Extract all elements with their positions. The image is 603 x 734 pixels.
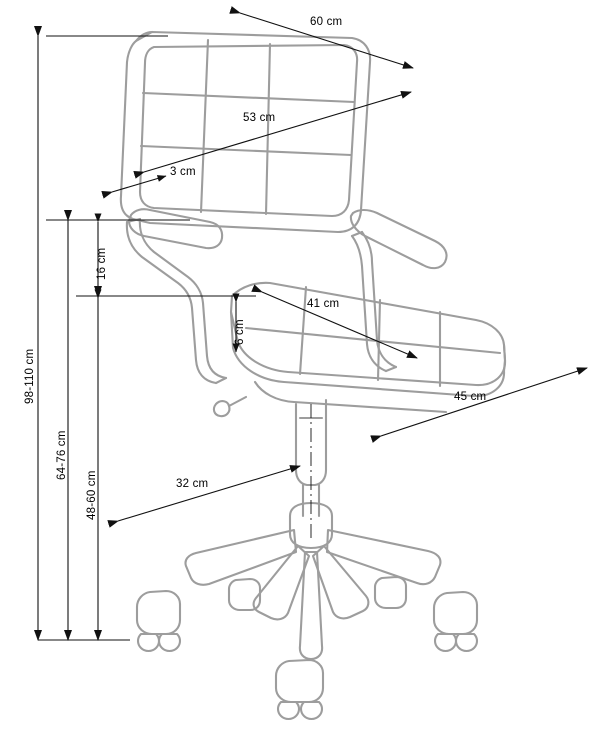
label-armrest-height-small: 16 cm	[96, 247, 108, 280]
label-seat-thickness: 6 cm	[234, 319, 246, 345]
label-width-top: 60 cm	[310, 16, 343, 28]
label-armrest-height: 64-76 cm	[56, 430, 68, 480]
label-total-height: 98-110 cm	[24, 348, 36, 404]
label-base-diameter: 32 cm	[176, 478, 209, 490]
label-backrest-width: 53 cm	[243, 112, 276, 124]
label-seat-width: 45 cm	[454, 391, 487, 403]
label-seat-height: 48-60 cm	[86, 470, 98, 520]
label-backrest-thickness: 3 cm	[170, 166, 196, 178]
label-seat-depth: 41 cm	[307, 298, 340, 310]
